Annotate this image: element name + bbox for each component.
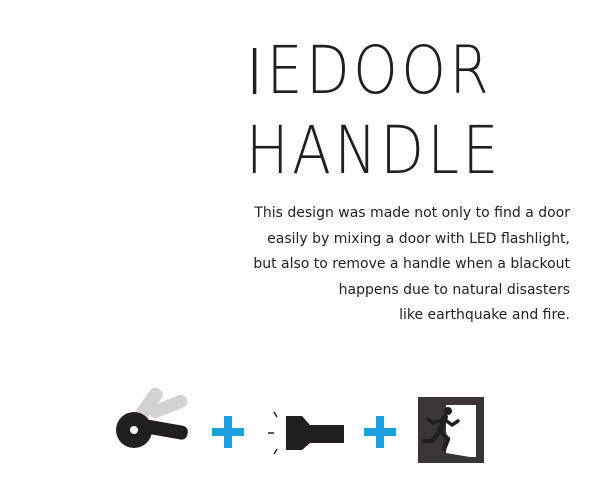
title-word-edoor: EDOOR <box>266 32 493 109</box>
title-line-2: HANDLE <box>246 112 502 189</box>
door-handle-icon <box>112 382 196 454</box>
description-line: This design was made not only to find a door <box>254 205 570 221</box>
description-line: easily by mixing a door with LED flashlight, <box>267 230 570 247</box>
led-i-icon <box>246 38 272 108</box>
flashlight-icon <box>262 410 348 460</box>
description <box>236 201 570 329</box>
description-line: like earthquake and fire. <box>399 307 570 323</box>
description-line: happens due to natural disasters <box>338 281 570 298</box>
emergency-exit-sign-icon <box>418 397 484 463</box>
description-line: but also to remove a handle when a blackout <box>253 256 570 272</box>
concept-equation <box>0 380 600 470</box>
plus-icon <box>212 416 244 448</box>
plus-icon <box>364 416 396 448</box>
title-line-1 <box>246 32 530 109</box>
